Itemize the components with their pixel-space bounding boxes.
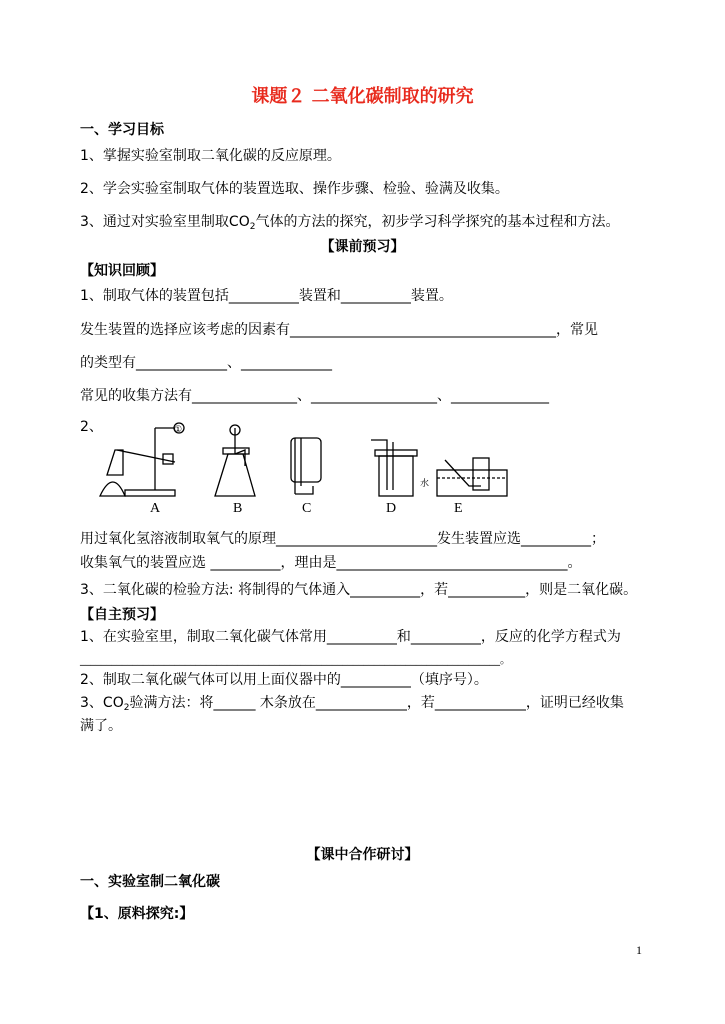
apparatus-c [291, 438, 321, 494]
self-question-3: 3、$CO_2$验满方法：将______ 木条放在_____________，若_____________，证明已经收集 [80, 695, 624, 713]
classwork-section-1: 一、实验室制二氧化碳 [80, 874, 220, 890]
question-1b: 发生装置的选择应该考虑的因素有______________________________________，常见 [80, 322, 598, 338]
apparatus-label-b: B [233, 501, 243, 516]
page-number: 1 [636, 943, 642, 957]
objective-2: 2、学会实验室制取气体的装置选取、操作步骤、检验、验满及收集。 [80, 181, 509, 197]
classwork-subsection-1: 【1、原料探究:】 [80, 906, 194, 922]
co2-formula: $CO_2$ [102, 695, 130, 713]
question-3: 3、二氧化碳的检验方法: 将制得的气体通入__________，若___________，则是二氧化碳。 [80, 582, 638, 598]
question-2a: 用过氧化氢溶液制取氧气的原理_______________________发生装置应选__________； [80, 531, 605, 547]
objective-3: 3、通过对实验室里制取$CO_2$气体的方法的探究，初步学习科学探究的基本过程和方法。 [80, 214, 620, 232]
circle-label: ① [174, 424, 183, 434]
apparatus-b [215, 425, 255, 496]
question-1d: 常见的收集方法有_______________、__________________、______________ [80, 388, 549, 404]
self-question-3b: 满了。 [80, 718, 122, 734]
self-question-2: 2、制取二氧化碳气体可以用上面仪器中的__________（填序号）。 [80, 672, 488, 688]
self-question-1a: 1、在实验室里，制取二氧化碳气体常用__________和__________，反应的化学方程式为 [80, 629, 621, 645]
co2-formula: $CO_2$ [228, 214, 256, 232]
water-label: 水 [420, 478, 430, 488]
apparatus-e [437, 458, 507, 496]
review-heading: 【知识回顾】 [80, 263, 164, 279]
self-study-heading: 【自主预习】 [80, 607, 164, 623]
apparatus-label-d: D [386, 501, 397, 516]
apparatus-label-a: A [150, 501, 161, 516]
self-question-1b: ________________________________________________________________________________。 [80, 654, 511, 666]
apparatus-a [100, 423, 184, 496]
page-title: 课题２ 二氧化碳制取的研究 [251, 86, 474, 107]
apparatus-d [371, 440, 417, 496]
apparatus-label-c: C [302, 501, 312, 516]
classwork-heading: 【课中合作研讨】 [306, 847, 419, 863]
apparatus-diagram [95, 420, 525, 518]
question-2b: 收集氧气的装置应选 __________，理由是_________________________________。 [80, 555, 582, 571]
objective-1: 1、掌握实验室制取二氧化碳的反应原理。 [80, 148, 341, 164]
preview-heading: 【课前预习】 [320, 239, 405, 255]
objectives-heading: 一、学习目标 [80, 122, 164, 138]
apparatus-label-e: E [454, 501, 463, 516]
question-1: 1、制取气体的装置包括__________装置和__________装置。 [80, 288, 453, 304]
question-1c: 的类型有_____________、_____________ [80, 355, 332, 371]
question-2-label: 2、 [80, 419, 103, 435]
